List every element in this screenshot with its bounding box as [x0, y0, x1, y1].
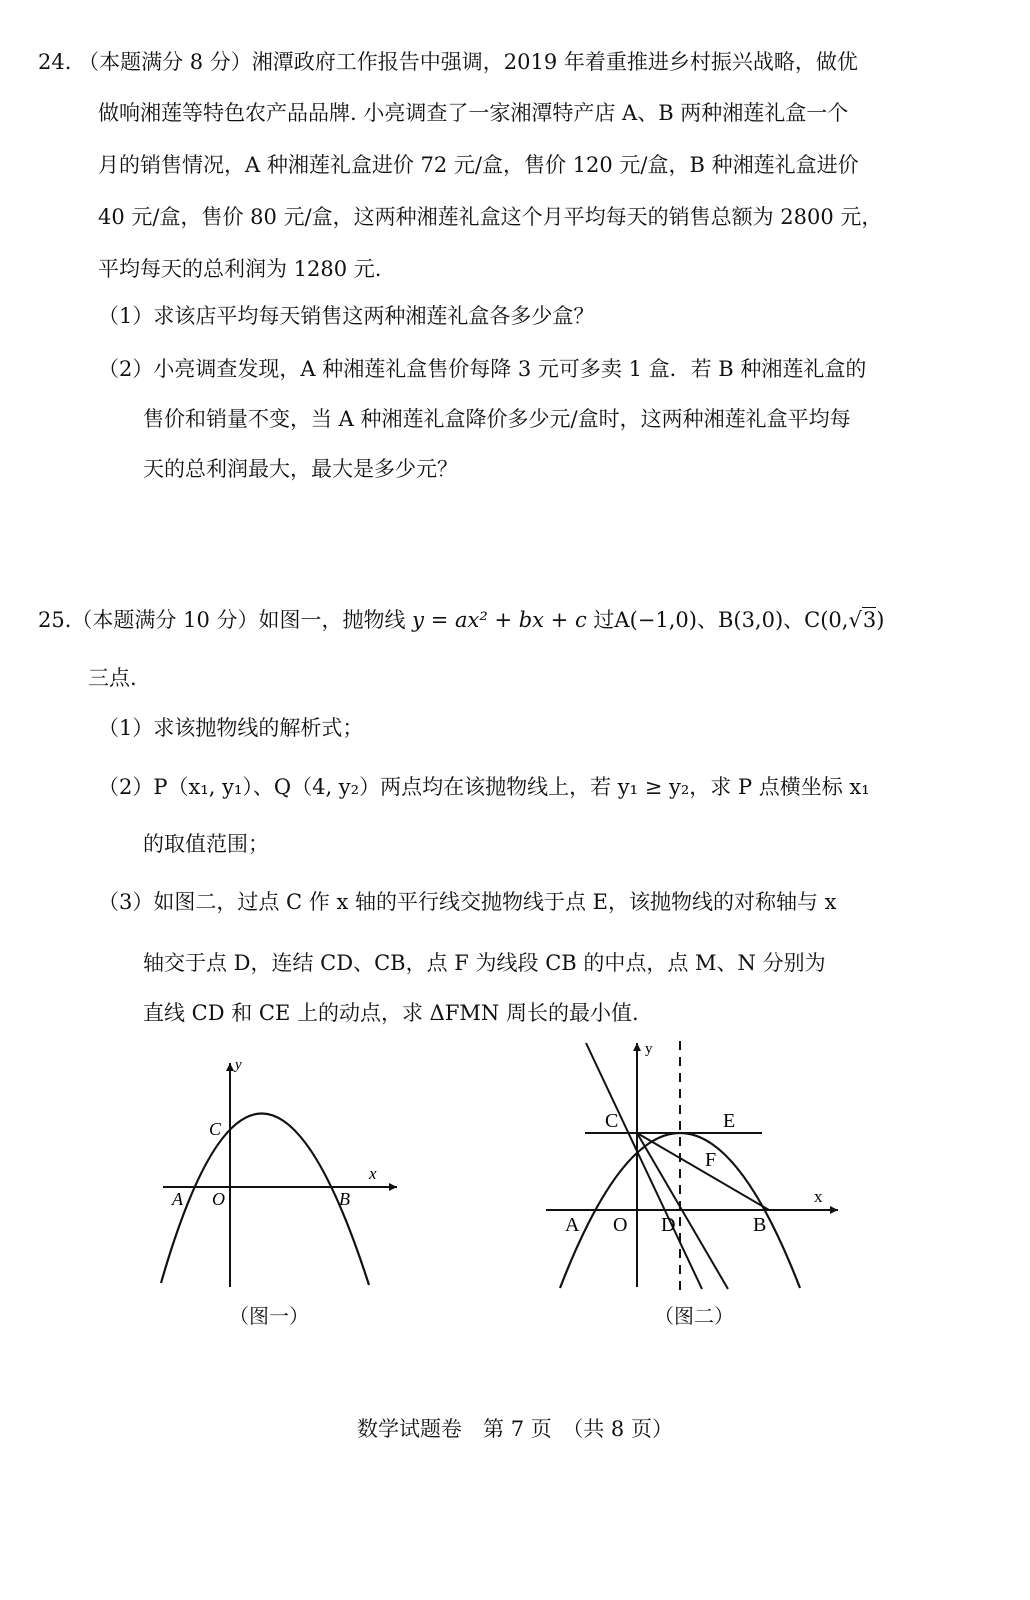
- fig1-label-b: B: [339, 1189, 350, 1209]
- q25-part-3-line-3: 直线 CD 和 CE 上的动点，求 ΔFMN 周长的最小值.: [143, 1001, 639, 1025]
- q24-header-text: （本题满分 8 分）湘潭政府工作报告中强调，2019 年着重推进乡村振兴战略，做优: [78, 50, 858, 74]
- q25-part-3-line-1: （3）如图二，过点 C 作 x 轴的平行线交抛物线于点 E，该抛物线的对称轴与 x: [98, 890, 837, 914]
- fig2-label-c: C: [605, 1110, 619, 1132]
- q25-header-prefix: （本题满分 10 分）如图一，抛物线: [71, 608, 406, 632]
- fig1-x-arrow: [389, 1183, 397, 1191]
- q25-sqrt-value: 3: [862, 608, 877, 632]
- q24-text-line-2: 月的销售情况，A 种湘莲礼盒进价 72 元/盒，售价 120 元/盒，B 种湘莲礼盒进价: [98, 153, 859, 177]
- fig2-line-cd: [586, 1043, 702, 1289]
- fig2-label-e: E: [723, 1110, 736, 1132]
- fig1-label-c: C: [209, 1119, 222, 1139]
- q25-header-mid: 过: [593, 608, 615, 632]
- q24-part-2-line-1: （2）小亮调查发现，A 种湘莲礼盒售价每降 3 元可多卖 1 盒．若 B 种湘莲礼盒的: [98, 357, 867, 381]
- figure-1-svg: [155, 1055, 405, 1295]
- q25-part-2-line-1: （2）P（x₁, y₁）、Q（4, y₂）两点均在该抛物线上，若 y₁ ≥ y₂，求 P 点横坐标 x₁: [98, 775, 870, 799]
- figure-1-caption: （图一）: [229, 1304, 309, 1328]
- q24-part-2-line-2: 售价和销量不变，当 A 种湘莲礼盒降价多少元/盒时，这两种湘莲礼盒平均每: [143, 407, 851, 431]
- q25-number: 25.: [38, 608, 72, 632]
- fig1-label-o: O: [212, 1189, 225, 1209]
- fig2-label-d: D: [661, 1214, 676, 1236]
- fig1-label-a: A: [172, 1189, 183, 1209]
- fig2-y-arrow: [633, 1043, 641, 1051]
- q24-header: [38, 52, 858, 73]
- page-footer: 数学试题卷 第 7 页 （共 8 页）: [357, 1417, 673, 1441]
- q24-part-2-line-3: 天的总利润最大，最大是多少元？: [143, 457, 458, 481]
- q25-points: A(−1,0)、B(3,0)、C(0,: [614, 608, 849, 632]
- fig1-label-x: x: [369, 1164, 377, 1183]
- figure-2: [540, 1035, 850, 1295]
- q24-text-line-1: 做响湘莲等特色农产品品牌. 小亮调查了一家湘潭特产店 A、B 两种湘莲礼盒一个: [98, 101, 849, 125]
- q25-header-cont: 三点.: [88, 666, 137, 690]
- fig2-label-o: O: [613, 1214, 628, 1236]
- q25-equation: y = ax² + bx + c: [412, 608, 587, 632]
- q24-text-line-4: 平均每天的总利润为 1280 元.: [98, 257, 382, 281]
- fig2-label-f: F: [705, 1149, 717, 1171]
- fig2-label-y: y: [645, 1041, 653, 1057]
- figure-2-caption: （图二）: [654, 1304, 734, 1328]
- fig1-parabola: [161, 1113, 369, 1285]
- q25-part-1: （1）求该抛物线的解析式；: [98, 716, 364, 740]
- fig1-label-y: y: [235, 1057, 242, 1073]
- q24-number: 24.: [38, 50, 72, 74]
- fig1-y-arrow: [226, 1063, 234, 1071]
- q25-points-end: ): [876, 608, 885, 632]
- fig2-label-a: A: [565, 1214, 580, 1236]
- fig2-line-cb: [637, 1133, 769, 1210]
- fig2-label-x: x: [814, 1187, 823, 1206]
- figure-2-svg: [540, 1035, 850, 1295]
- figure-1: [155, 1055, 405, 1295]
- q25-part-2-line-2: 的取值范围；: [143, 832, 269, 856]
- q24-part-1: （1）求该店平均每天销售这两种湘莲礼盒各多少盒？: [98, 304, 595, 328]
- q25-header: 25.（本题满分 10 分）如图一，抛物线 y = ax² + bx + c 过A(−1,0)、B(3,0)、C(0,√3): [38, 608, 885, 632]
- q25-part-3-line-2: 轴交于点 D，连结 CD、CB，点 F 为线段 CB 的中点，点 M、N 分别为: [143, 951, 826, 975]
- q24-text-line-3: 40 元/盒，售价 80 元/盒，这两种湘莲礼盒这个月平均每天的销售总额为 2800 元，: [98, 205, 883, 229]
- fig2-label-b: B: [753, 1214, 767, 1236]
- fig2-x-arrow: [830, 1206, 838, 1214]
